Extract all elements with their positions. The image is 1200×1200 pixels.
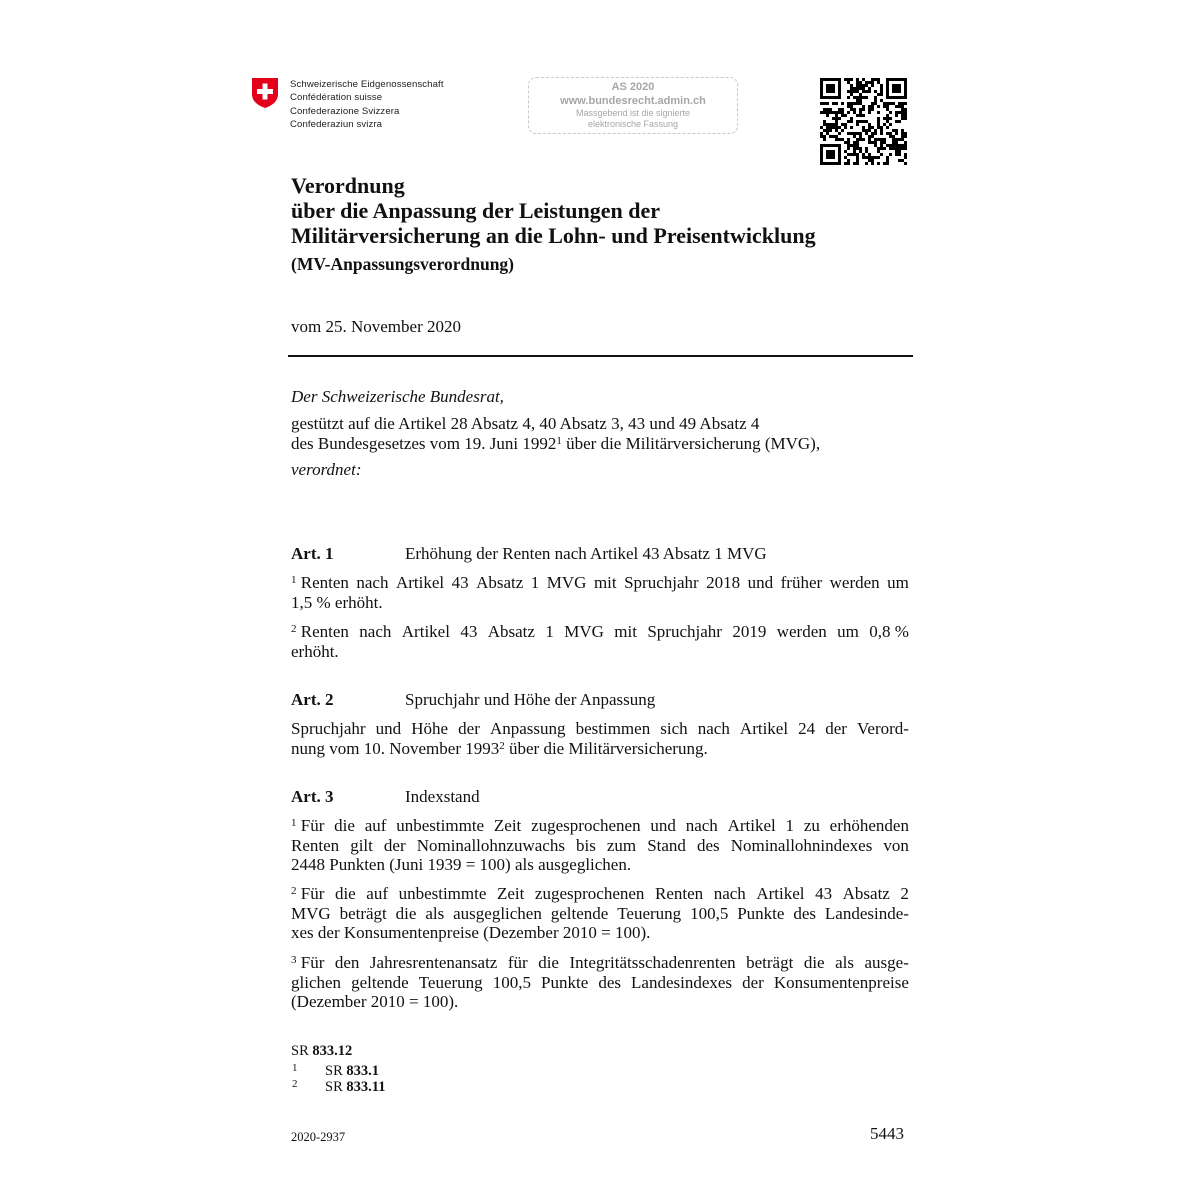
sr-ref: 833.12 xyxy=(312,1043,353,1059)
federation-name-rm: Confederaziun svizra xyxy=(290,119,383,131)
paragraph-line: (Dezember 2010 = 100). xyxy=(291,992,459,1011)
footnote-prefix: SR xyxy=(325,1063,347,1079)
title-line-1: Verordnung xyxy=(291,173,405,198)
article-1-header xyxy=(291,544,767,563)
as-year: AS 2020 xyxy=(611,81,655,93)
title-divider xyxy=(288,355,913,357)
paragraph-number: 3 xyxy=(291,954,297,966)
footnote-1-number: 1 xyxy=(292,1062,298,1074)
paragraph-line: xes der Konsumentenpreise (Dezember 2010 = 100). xyxy=(291,923,651,942)
swiss-coat-of-arms-icon xyxy=(251,77,279,109)
paragraph-line: 2448 Punkten (Juni 1939 = 100) als ausgeglichen. xyxy=(291,855,632,874)
paragraph-line: $^2$ Renten nach Artikel 43 Absatz 1 MVG mit Spruchjahr 2019 werden um 0,8 % xyxy=(291,622,909,641)
ordinance-abbreviation: (MV-Anpassungsverordnung) xyxy=(291,254,515,274)
preamble-basis-line2 xyxy=(291,434,820,453)
article-3-paragraph-3 xyxy=(291,953,909,1012)
as-note-line2: elektronische Fassung xyxy=(587,119,679,129)
sr-number xyxy=(291,1043,352,1059)
paragraph-line: erhöht. xyxy=(291,641,339,661)
footnote-2 xyxy=(325,1079,385,1095)
article-3-paragraph-2 xyxy=(291,884,909,943)
federation-name-fr: Confédération suisse xyxy=(290,92,383,104)
article-2-paragraph xyxy=(291,719,909,758)
federation-names xyxy=(290,78,444,132)
document-id: 2020-2937 xyxy=(291,1130,346,1144)
paragraph-number: 1 xyxy=(291,817,297,829)
footnote-prefix: SR xyxy=(325,1079,347,1095)
preamble-basis-text-b: über die Militärversicherung (MVG), xyxy=(561,434,821,453)
footnote-ref[interactable]: 833.1 xyxy=(346,1063,379,1079)
paragraph-line: 1,5 % erhöht. xyxy=(291,592,383,612)
paragraph-line: $^3$ Für den Jahresrentenansatz für die Integritätsschadenrenten beträgt die als ausge- xyxy=(291,953,909,972)
paragraph-number: 2 xyxy=(291,623,297,635)
article-number: Art. 1 xyxy=(291,544,334,563)
paragraph-line: $^1$ Für die auf unbestimmte Zeit zugesprochenen und nach Artikel 1 zu erhöhenden xyxy=(291,816,909,835)
federation-name-it: Confederazione Svizzera xyxy=(290,105,400,117)
as-url[interactable]: www.bundesrecht.admin.ch xyxy=(560,95,706,107)
paragraph-line: Spruchjahr und Höhe der Anpassung bestimmen sich nach Artikel 24 der Verord- xyxy=(291,719,909,738)
ordinance-date: vom 25. November 2020 xyxy=(291,317,461,336)
article-heading: Erhöhung der Renten nach Artikel 43 Absatz 1 MVG xyxy=(405,544,767,563)
paragraph-number: 1 xyxy=(291,574,297,586)
paragraph-text: nung vom 10. November 1993 xyxy=(291,738,500,758)
footnote-1 xyxy=(325,1063,379,1079)
page-number: 5443 xyxy=(870,1124,904,1143)
paragraph-line: $^1$ Renten nach Artikel 43 Absatz 1 MVG mit Spruchjahr 2018 und früher werden um xyxy=(291,573,909,592)
footnote-ref[interactable]: 833.11 xyxy=(346,1079,386,1095)
paragraph-line: MVG beträgt die als ausgeglichen geltende Teuerung 100,5 Punkte des Landesinde- xyxy=(291,903,909,923)
footnote-2-number: 2 xyxy=(292,1078,298,1090)
article-number: Art. 2 xyxy=(291,690,334,709)
title-line-2: über die Anpassung der Leistungen der xyxy=(291,198,660,223)
paragraph-line xyxy=(291,739,909,759)
article-3-paragraph-1 xyxy=(291,816,909,875)
article-number: Art. 3 xyxy=(291,787,334,806)
article-2-header xyxy=(291,690,655,709)
preamble-verb: verordnet: xyxy=(291,460,362,479)
preamble-authority: Der Schweizerische Bundesrat, xyxy=(291,387,504,406)
footnote-ref-1[interactable]: 1 xyxy=(556,435,562,447)
sr-prefix: SR xyxy=(291,1043,313,1059)
as-note-line1: Massgebend ist die signierte xyxy=(575,108,691,118)
ordinance-title xyxy=(291,173,816,248)
qr-code-icon xyxy=(820,78,907,165)
title-line-3: Militärversicherung an die Lohn- und Preisentwicklung xyxy=(291,223,816,248)
preamble-basis-text-a: des Bundesgesetzes vom 19. Juni 1992 xyxy=(291,434,557,453)
paragraph-line: glichen geltende Teuerung 100,5 Punkte des Landesindexes der Konsumentenpreise xyxy=(291,972,909,992)
article-heading: Spruchjahr und Höhe der Anpassung xyxy=(405,690,656,709)
article-1-paragraph-1 xyxy=(291,573,909,612)
preamble-basis-line1: gestützt auf die Artikel 28 Absatz 4, 40 Absatz 3, 43 und 49 Absatz 4 xyxy=(291,414,760,433)
footnote-ref-2[interactable]: 2 xyxy=(499,739,505,752)
article-1-paragraph-2 xyxy=(291,622,909,661)
federation-name-de: Schweizerische Eidgenossenschaft xyxy=(290,79,444,90)
paragraph-number: 2 xyxy=(291,885,297,897)
paragraph-text: über die Militärversicherung. xyxy=(504,738,708,758)
article-heading: Indexstand xyxy=(405,787,480,806)
article-3-header xyxy=(291,787,480,806)
official-compilation-stamp xyxy=(528,77,738,134)
paragraph-line: Renten gilt der Nominallohnzuwachs bis zum Stand des Nominallohnindexes von xyxy=(291,835,909,855)
paragraph-line: $^2$ Für die auf unbestimmte Zeit zugesprochenen Renten nach Artikel 43 Absatz 2 xyxy=(291,884,909,903)
